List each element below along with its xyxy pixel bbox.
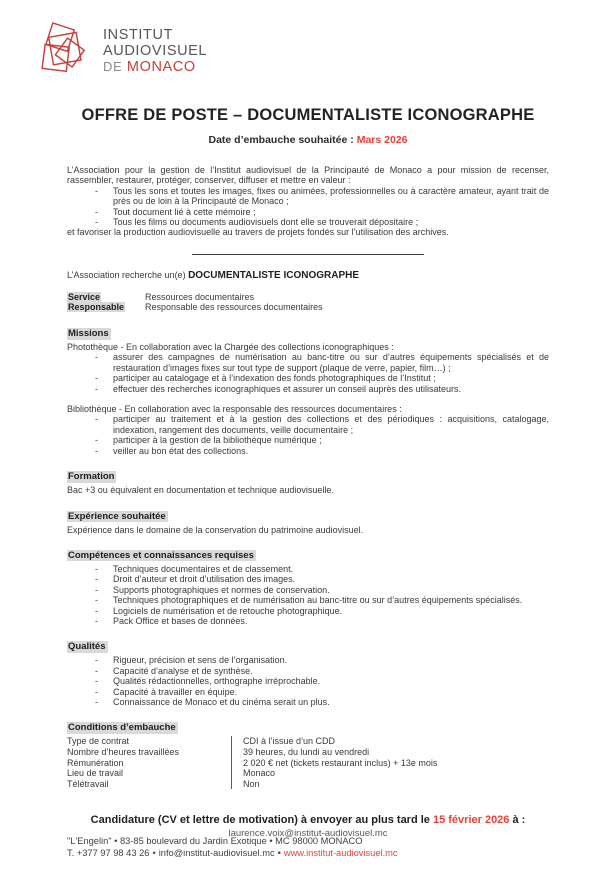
- condition-label: Rémunération: [67, 757, 124, 768]
- candidature-prefix: Candidature (CV et lettre de motivation) à envoyer au plus tard le: [90, 814, 433, 827]
- condition-value: 2 020 € net (tickets restaurant inclus) + 13e mois: [231, 758, 549, 769]
- intro-bullets: [67, 186, 549, 228]
- competence-bullet: - Logiciels de numérisation et de retouche photographique.: [67, 606, 549, 616]
- intro-lead: L’Association pour la gestion de l’Institut audiovisuel de la Principauté de Monaco a pour mission de recenser, rassembler, restaurer, protéger, conserver, diffuser et mettre en valeur :: [67, 165, 549, 186]
- logo-line3: [103, 59, 207, 75]
- logo-icon: [40, 22, 94, 80]
- footer: [67, 835, 398, 859]
- competence-bullet: - Pack Office et bases de données.: [67, 616, 549, 626]
- missions-block-lead: Bibliothèque - En collaboration avec la responsable des ressources documentaires :: [67, 404, 402, 415]
- missions-block-bullets: [67, 352, 549, 394]
- condition-label: Télétravail: [67, 778, 109, 789]
- experience-heading: Expérience souhaitée: [68, 510, 166, 522]
- logo-line1: INSTITUT: [103, 26, 174, 43]
- page-title: OFFRE DE POSTE – DOCUMENTALISTE ICONOGRAPHE: [81, 106, 535, 124]
- condition-value: 39 heures, du lundi au vendredi: [231, 747, 549, 758]
- footer-phone: T. +377 97 98 43 26: [67, 848, 150, 858]
- missions-heading: Missions: [68, 328, 109, 340]
- logo-text: [103, 27, 207, 76]
- condition-value: Non: [231, 779, 549, 790]
- meta-table: [67, 292, 549, 313]
- competences-bullets: [67, 564, 549, 626]
- missions-phototheque: [67, 342, 549, 394]
- intro-bullet: - Tous les sons et toutes les images, fixes ou animées, professionnelles ou à caractère amateur, ayant trait de près ou de loin à la Principauté de Monaco ;: [67, 186, 549, 207]
- meta-value: Ressources documentaires: [145, 291, 255, 302]
- qualite-bullet: - Connaissance de Monaco et du cinéma serait un plus.: [67, 697, 549, 707]
- conditions-row: [67, 779, 549, 790]
- apply-email-link[interactable]: laurence.voix@institut-audiovisuel.mc: [228, 828, 388, 840]
- conditions-row: [67, 768, 549, 779]
- conditions-row: [67, 758, 549, 769]
- candidature-deadline: 15 février 2026: [432, 814, 510, 827]
- formation-body: Bac +3 ou équivalent en documentation et technique audiovisuelle.: [67, 485, 334, 496]
- meta-value: Responsable des ressources documentaires: [145, 302, 323, 313]
- competence-bullet: - Droit d’auteur et droit d’utilisation des images.: [67, 574, 549, 584]
- qualite-bullet: - Capacité d’analyse et de synthèse.: [67, 666, 549, 676]
- qualite-bullet: - Rigueur, précision et sens de l’organisation.: [67, 655, 549, 665]
- condition-value: CDI à l’issue d’un CDD: [231, 736, 549, 747]
- competences-heading: Compétences et connaissances requises: [68, 549, 254, 561]
- qualite-bullet: - Qualités rédactionnelles, orthographe irréprochable.: [67, 676, 549, 686]
- experience-body: Expérience dans le domaine de la conservation du patrimoine audiovisuel.: [67, 524, 364, 535]
- intro-section: [67, 165, 549, 238]
- meta-label: Responsable: [68, 302, 125, 313]
- section-divider: [192, 254, 424, 255]
- experience-section: [67, 506, 549, 535]
- footer-contacts: [67, 847, 398, 859]
- conditions-heading: Conditions d’embauche: [68, 722, 176, 734]
- footer-address: "L'Engelin" • 83-85 boulevard du Jardin Exotique • MC 98000 MONACO: [67, 836, 363, 846]
- qualites-bullets: [67, 655, 549, 707]
- intro-bullet: - Tous les films ou documents audiovisuels dont elle se trouverait dépositaire ;: [67, 217, 549, 227]
- position-line: [67, 270, 549, 281]
- missions-bibliotheque: [67, 404, 549, 456]
- mission-bullet: - participer au traitement et à la gestion des collections et des périodiques : acquisitions, catalogage, indexation, rangement des documents, veille documentaire ;: [67, 414, 549, 435]
- missions-section: [67, 323, 549, 456]
- conditions-row: [67, 736, 549, 747]
- mission-bullet: - effectuer des recherches iconographiques et assurer un conseil auprès des utilisateurs.: [67, 384, 549, 394]
- meta-row: [67, 302, 549, 313]
- condition-label: Type de contrat: [67, 736, 130, 747]
- missions-block-lead: Photothèque - En collaboration avec la Chargée des collections iconographiques :: [67, 342, 394, 353]
- competence-bullet: - Techniques photographiques et de numérisation au banc-titre ou sur d’autres équipements spécialisés.: [67, 595, 549, 605]
- footer-email-link[interactable]: info@institut-audiovisuel.mc: [158, 848, 275, 858]
- footer-separator: •: [152, 848, 156, 858]
- mission-bullet: - participer à la gestion de la bibliothèque numérique ;: [67, 435, 549, 445]
- competence-bullet: - Supports photographiques et normes de conservation.: [67, 585, 549, 595]
- qualites-section: [67, 636, 549, 707]
- competences-section: [67, 545, 549, 626]
- condition-label: Lieu de travail: [67, 768, 124, 779]
- hire-date-line: [67, 134, 549, 146]
- formation-section: [67, 466, 549, 495]
- footer-separator: •: [277, 848, 281, 858]
- condition-label: Nombre d’heures travaillées: [67, 746, 180, 757]
- candidature-suffix: à :: [509, 814, 526, 827]
- intro-bullet: - Tout document lié à cette mémoire ;: [67, 207, 549, 217]
- logo: [40, 22, 207, 80]
- footer-website-link[interactable]: www.institut-audiovisuel.mc: [283, 848, 398, 858]
- conditions-section: [67, 717, 549, 789]
- competence-bullet: - Techniques documentaires et de classement.: [67, 564, 549, 574]
- conditions-table: [67, 736, 549, 789]
- logo-monaco: MONACO: [126, 59, 196, 76]
- missions-block-bullets: [67, 414, 549, 456]
- logo-line2: AUDIOVISUEL: [103, 42, 208, 59]
- condition-value: Monaco: [231, 768, 549, 779]
- position-prefix: L’Association recherche un(e): [67, 269, 189, 280]
- mission-bullet: - participer au catalogage et à l’indexation des fonds photographiques de l’Institut ;: [67, 373, 549, 383]
- meta-label: Service: [68, 291, 101, 302]
- mission-bullet: - assurer des campagnes de numérisation au banc-titre ou sur d’autres équipements spécialisés et de restauration d’images fixes sur tout type de support (plaque de verre, papier, film…) ;: [67, 352, 549, 373]
- logo-de: DE: [103, 59, 123, 75]
- candidature-line: [67, 814, 549, 826]
- formation-heading: Formation: [68, 471, 115, 483]
- intro-outro: et favoriser la production audiovisuelle au travers de projets fondés sur l’utilisation des archives.: [67, 227, 449, 238]
- hire-date-value: Mars 2026: [356, 134, 408, 146]
- conditions-row: [67, 747, 549, 758]
- position-title: DOCUMENTALISTE ICONOGRAPHE: [188, 269, 360, 281]
- hire-date-label: Date d’embauche souhaitée :: [208, 134, 354, 146]
- mission-bullet: - veiller au bon état des collections.: [67, 446, 549, 456]
- qualite-bullet: - Capacité à travailler en équipe.: [67, 687, 549, 697]
- qualites-heading: Qualités: [68, 641, 106, 653]
- meta-row: [67, 292, 549, 303]
